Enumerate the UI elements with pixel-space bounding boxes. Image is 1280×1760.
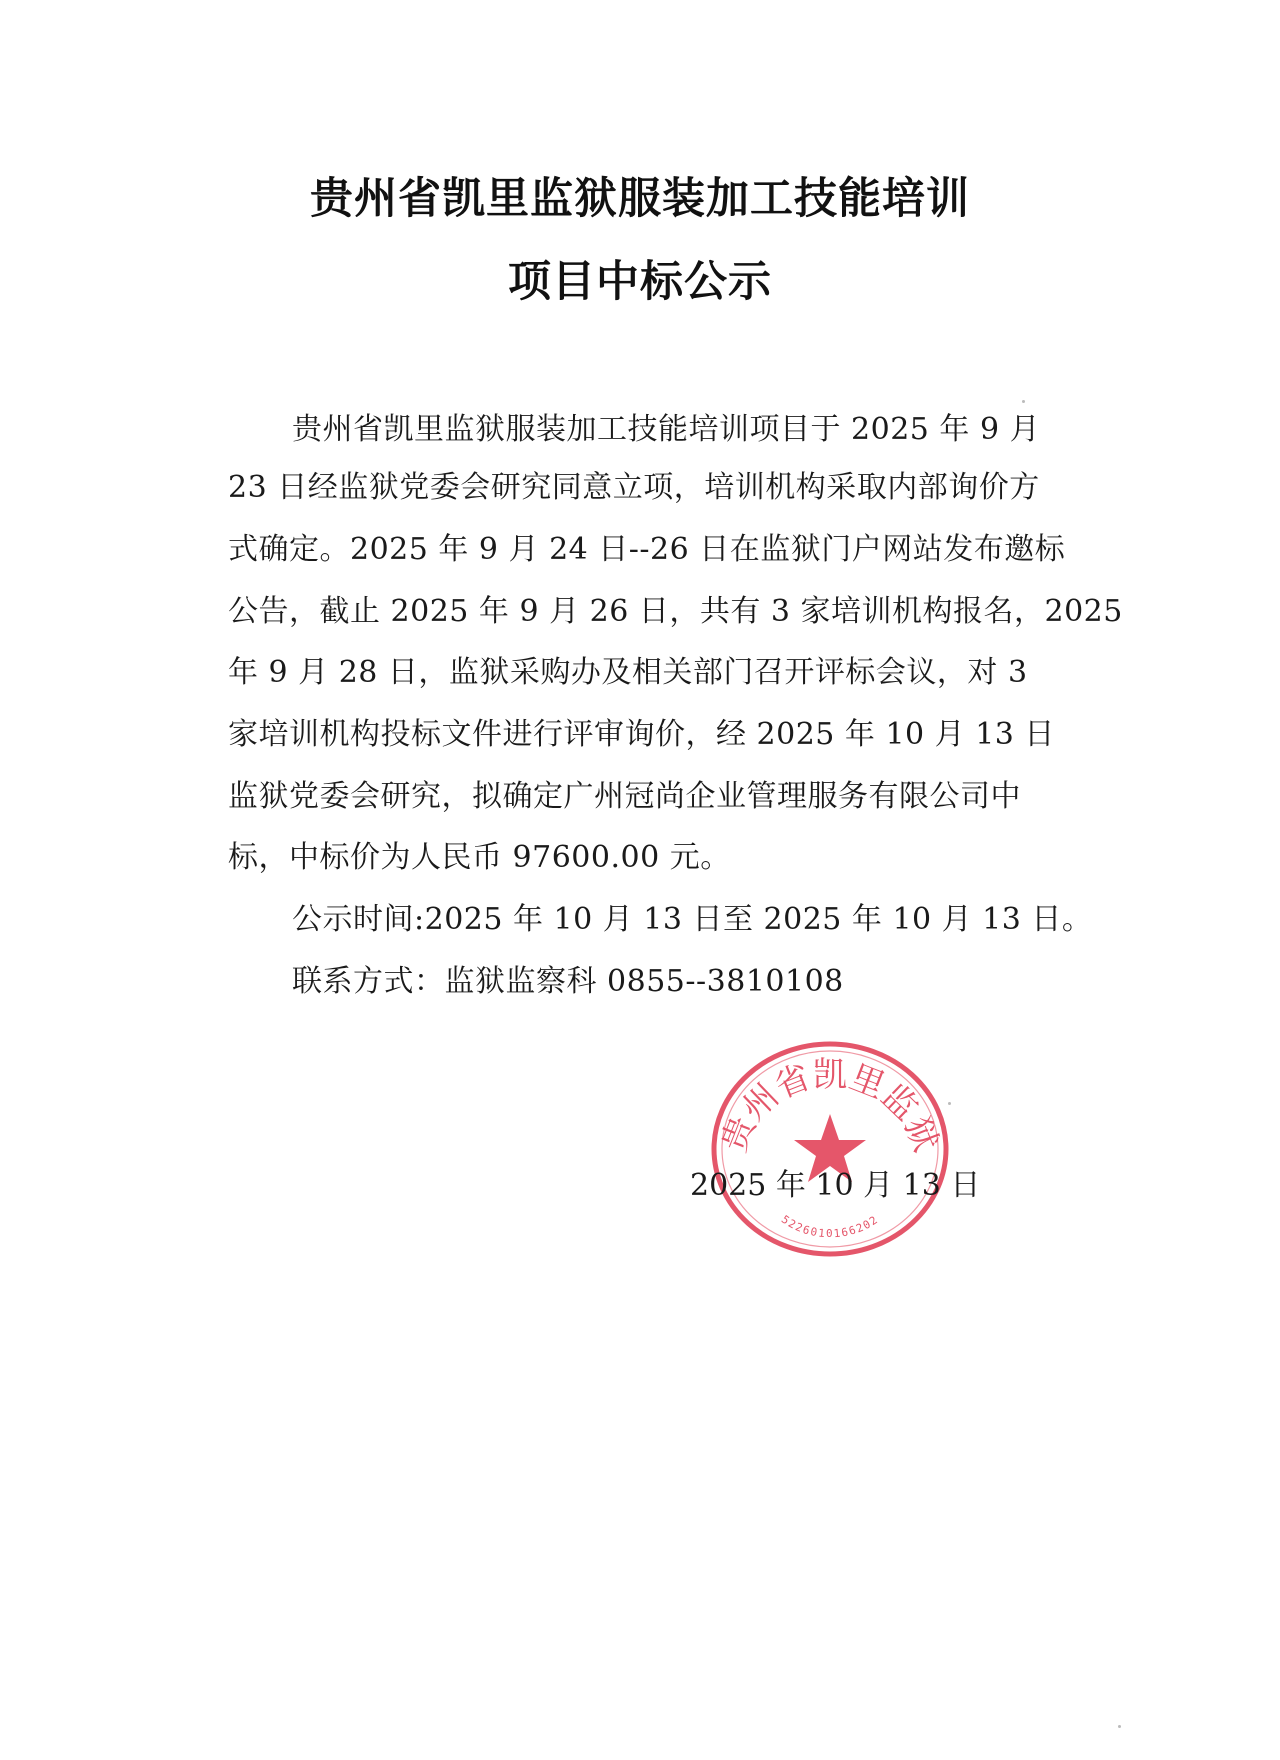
- body-line-5: 年 9 月 28 日，监狱采购办及相关部门召开评标会议，对 3: [228, 655, 1028, 690]
- body-line-8: 标，中标价为人民币 97600.00 元。: [228, 840, 731, 875]
- body-line-7: 监狱党委会研究，拟确定广州冠尚企业管理服务有限公司中: [228, 779, 1021, 814]
- signature-date: 2025 年 10 月 13 日: [690, 1168, 981, 1203]
- svg-text:5226010166202: 5226010166202: [778, 1212, 882, 1241]
- contact-info: 联系方式：监狱监察科 0855--3810108: [292, 964, 844, 999]
- document-title-line-2: 项目中标公示: [508, 257, 772, 307]
- scan-speck: [948, 1102, 951, 1105]
- body-line-6: 家培训机构投标文件进行评审询价，经 2025 年 10 月 13 日: [228, 717, 1055, 752]
- body-line-4: 公告，截止 2025 年 9 月 26 日，共有 3 家培训机构报名，2025: [228, 594, 1123, 629]
- official-seal-icon: [708, 1038, 952, 1260]
- scan-speck: [1022, 400, 1025, 403]
- notice-period: 公示时间:2025 年 10 月 13 日至 2025 年 10 月 13 日。: [292, 902, 1093, 937]
- body-line-2: 23 日经监狱党委会研究同意立项，培训机构采取内部询价方: [228, 470, 1040, 505]
- body-line-1: 贵州省凯里监狱服装加工技能培训项目于 2025 年 9 月: [292, 412, 1041, 447]
- body-line-3: 式确定。2025 年 9 月 24 日--26 日在监狱门户网站发布邀标: [228, 532, 1066, 567]
- document-title-line-1: 贵州省凯里监狱服装加工技能培训: [310, 174, 970, 224]
- svg-text:贵州省凯里监狱: 贵州省凯里监狱: [714, 1055, 946, 1158]
- scan-speck: [1118, 1725, 1121, 1728]
